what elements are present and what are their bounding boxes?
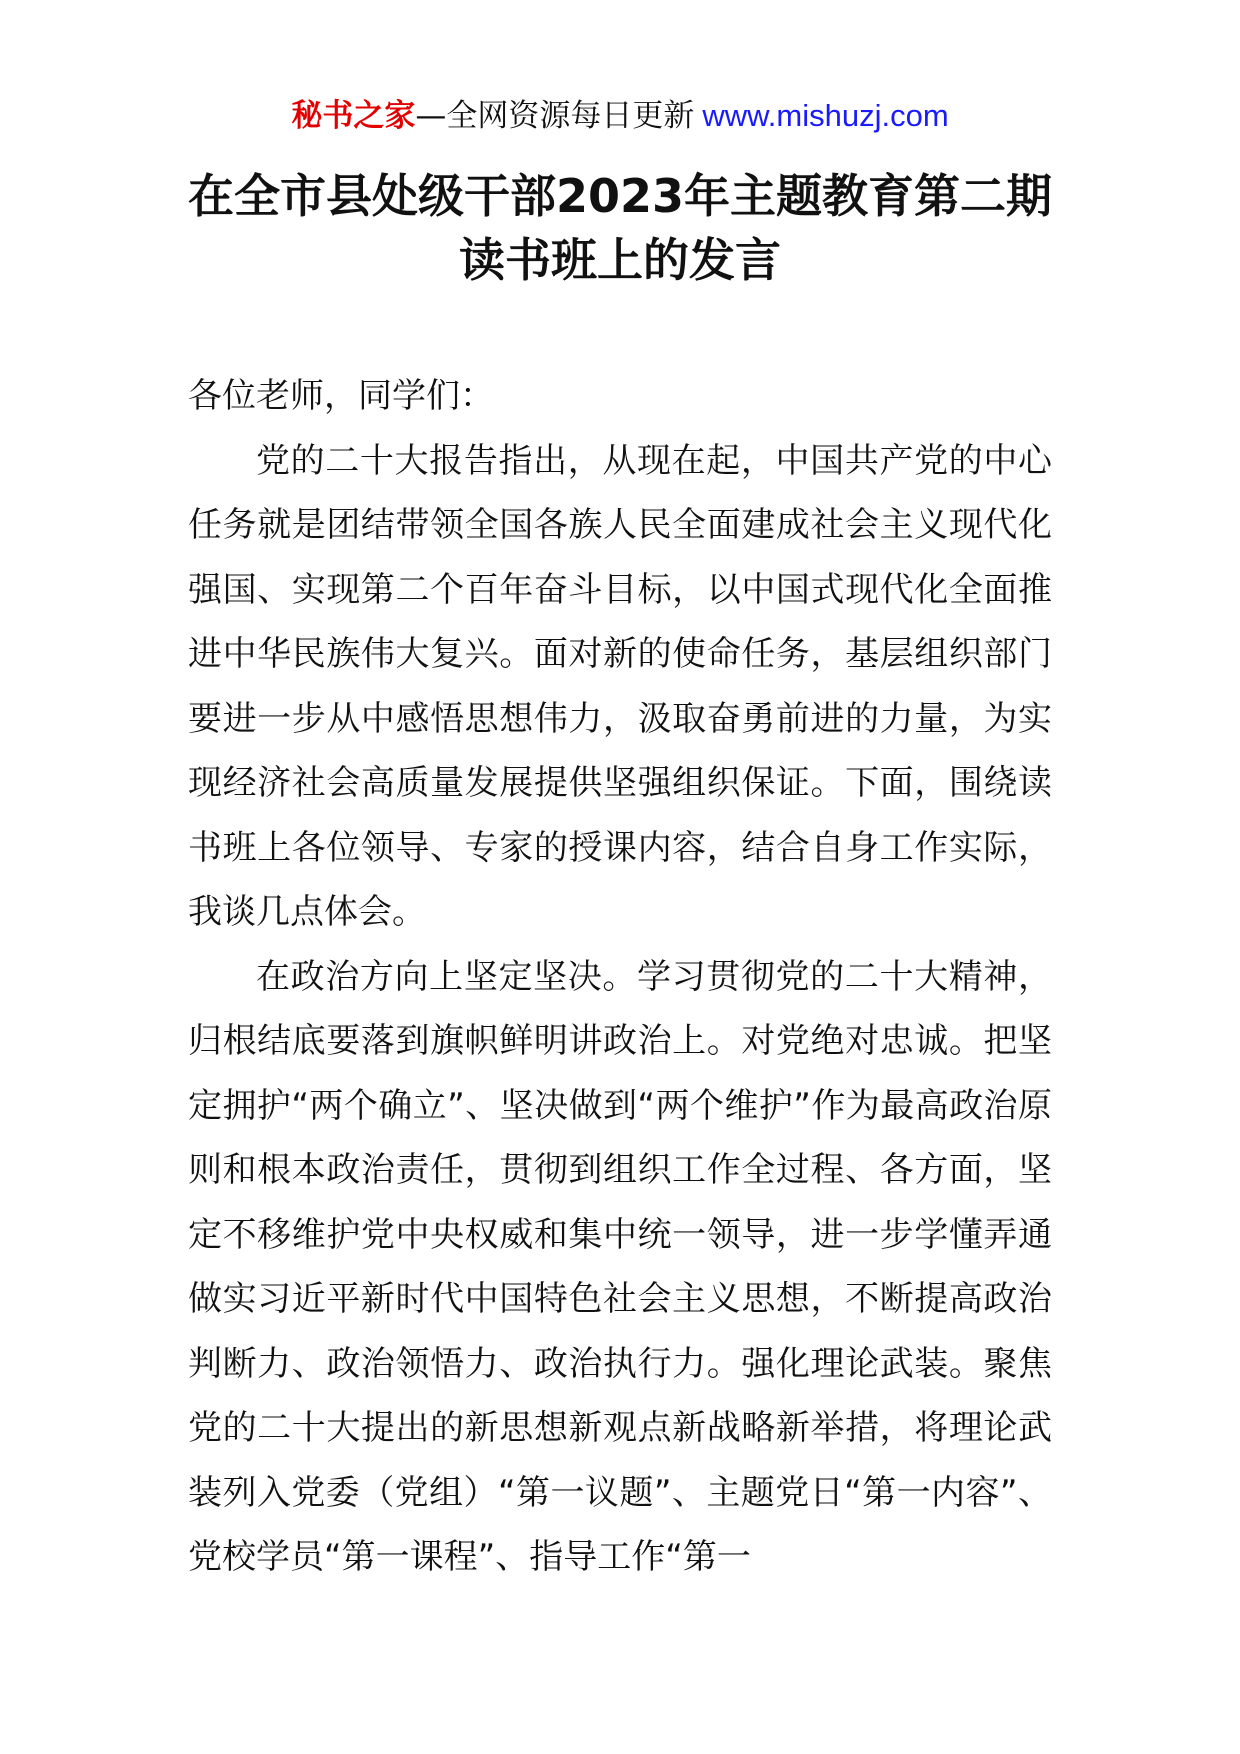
salutation: 各位老师，同学们： [188, 376, 494, 416]
title-line-2: 读书班上的发言 [459, 233, 781, 287]
site-url-link[interactable]: www.mishuzj.com [702, 98, 949, 133]
site-name: 秘书之家 [291, 98, 416, 134]
document-body [188, 364, 1052, 1590]
body-paragraph-1: 党的二十大报告指出，从现在起，中国共产党的中心任务就是团结带领全国各族人民全面建成社会主义现代化强国、实现第二个百年奋斗目标，以中国式现代化全面推进中华民族伟大复兴。面对新的使命任务，基层组织部门要进一步从中感悟思想伟力，汲取奋勇前进的力量，为实现经济社会高质量发展提供坚强组织保证。下面，围绕读书班上各位领导、专家的授课内容，结合自身工作实际，我谈几点体会。 [188, 440, 1052, 932]
title-line-1: 在全市县处级干部2023年主题教育第二期 [187, 169, 1053, 223]
document-title [150, 164, 1090, 292]
site-slogan: —全网资源每日更新 [415, 98, 695, 134]
body-paragraph-2: 在政治方向上坚定坚决。学习贯彻党的二十大精神，归根结底要落到旗帜鲜明讲政治上。对党绝对忠诚。把坚定拥护“两个确立”、坚决做到“两个维护”作为最高政治原则和根本政治责任，贯彻到组织工作全过程、各方面，坚定不移维护党中央权威和集中统一领导，进一步学懂弄通做实习近平新时代中国特色社会主义思想，不断提高政治判断力、政治领悟力、政治执行力。强化理论武装。聚焦党的二十大提出的新思想新观点新战略新举措，将理论武装列入党委（党组）“第一议题”、主题党日“第一内容”、党校学员“第一课程”、指导工作“第一 [188, 956, 1052, 1577]
site-header [0, 96, 1240, 136]
